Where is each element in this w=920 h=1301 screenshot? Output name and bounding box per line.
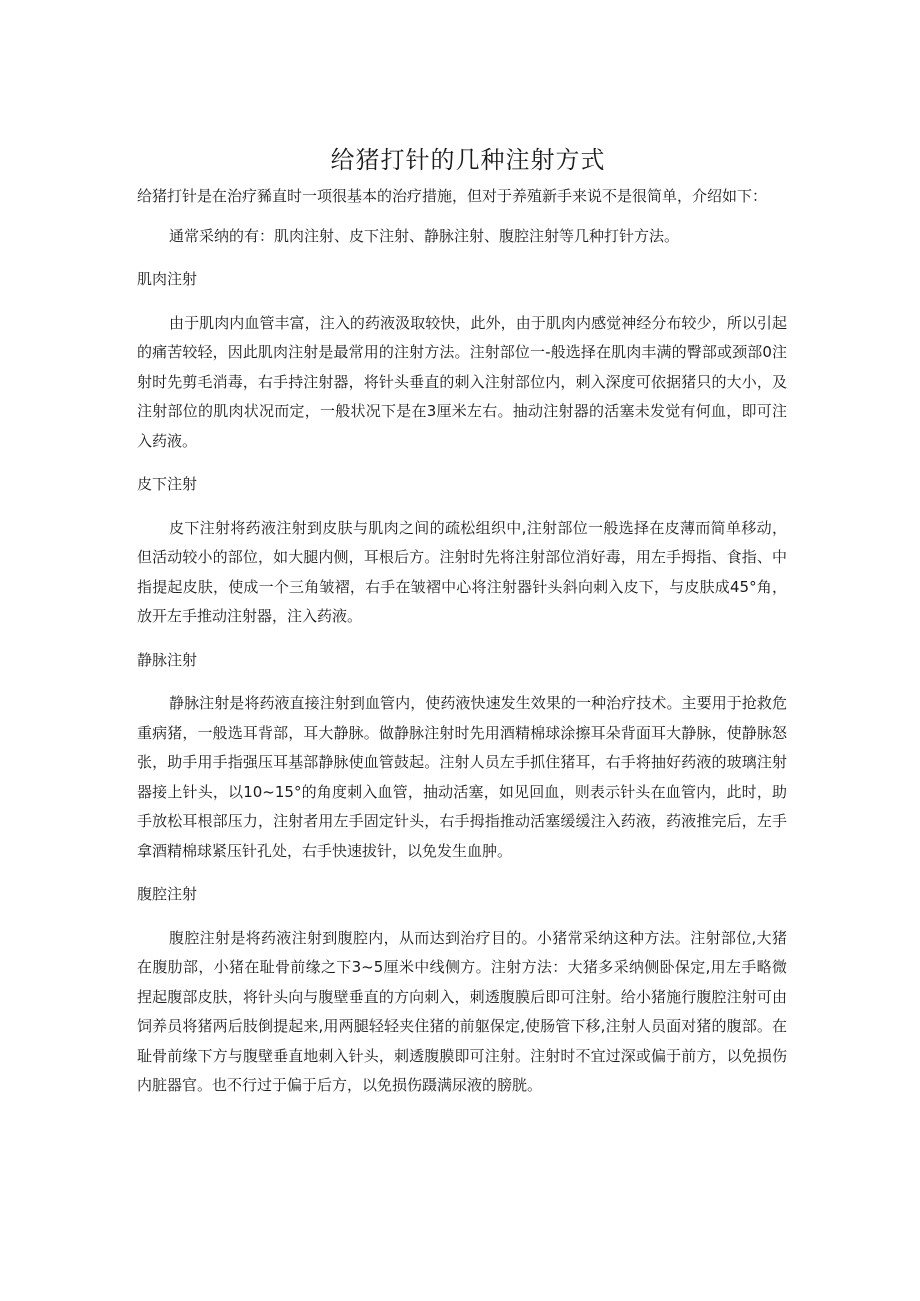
document-content — [137, 140, 787, 1115]
section-subcutaneous — [137, 470, 787, 632]
section-intravenous — [137, 646, 787, 867]
page-title: 给猪打针的几种注射方式 — [330, 146, 606, 174]
section-intramuscular — [137, 265, 787, 456]
section-intraperitoneal — [137, 880, 787, 1101]
section-body: 腹腔注射是将药液注射到腹腔内，从而达到治疗目的。小猪常采纳这种方法。注射部位,大猪在腹肋部，小猪在耻骨前缘之下3~5厘米中线侧方。注射方法：大猪多采纳侧卧保定,用左手略微捏起腹部皮肤，将针头向与腹壁垂直的方向刺入，刺透腹膜后即可注射。给小猪施行腹腔注射可由饲养员将猪两后肢倒提起来,用两腿轻轻夹住猪的前躯保定,使肠管下移,注射人员面对猪的腹部。在耻骨前缘下方与腹壁垂直地刺入针头，刺透腹膜即可注射。注射时不宜过深或偏于前方，以免损伤内脏器官。也不行过于偏于后方，以免损伤蹑满尿液的膀胱。 — [137, 928, 787, 1094]
summary-paragraph: 通常采纳的有：肌肉注射、皮下注射、静脉注射、腹腔注射等几种打针方法。 — [169, 226, 680, 245]
section-body: 由于肌肉内血管丰富，注入的药液汲取较快，此外，由于肌肉内感觉神经分布较少，所以引起的痛苦较轻，因此肌肉注射是最常用的注射方法。注射部位一-般选择在肌肉丰满的臀部或颈部0注射时先剪毛消毒，右手持注射器，将针头垂直的刺入注射部位内，刺入深度可依据猪只的大小，及注射部位的肌肉状况而定，一般状况下是在3厘米左右。抽动注射器的活塞未发觉有何血，即可注入药液。 — [137, 313, 787, 450]
section-heading: 肌肉注射 — [137, 270, 198, 288]
section-body: 静脉注射是将药液直接注射到血管内，使药液快速发生效果的一种治疗技术。主要用于抢救危重病猪，一般选耳背部，耳大静脉。做静脉注射时先用酒精棉球涂擦耳朵背面耳大静脉，使静脉怒张，助手用手指强压耳基部静脉使血管鼓起。注射人员左手抓住猪耳，右手将抽好药液的玻璃注射器接上针头，以10~15°的角度刺入血管，抽动活塞，如见回血，则表示针头在血管内，此时，助手放松耳根部压力，注射者用左手固定针头，右手拇指推动活塞缓缓注入药液，药液推完后，左手拿酒精棉球紧压针孔处，右手快速拔针，以免发生血肿。 — [137, 694, 787, 860]
intro-paragraph: 给猪打针是在治疗豨直时一项很基本的治疗措施，但对于养殖新手来说不是很简单，介绍如下： — [137, 187, 768, 205]
section-heading: 皮下注射 — [137, 475, 198, 493]
section-heading: 腹腔注射 — [137, 885, 198, 903]
section-heading: 静脉注射 — [137, 650, 198, 669]
section-body: 皮下注射将药液注射到皮肤与肌肉之间的疏松组织中,注射部位一般选择在皮薄而简单移动，但活动较小的部位，如大腿内侧，耳根后方。注射时先将注射部位消好毒，用左手拇指、食指、中指提起皮肤，使成一个三角皱褶，右手在皱褶中心将注射器针头斜向刺入皮下，与皮肤成45°角，放开左手推动注射器，注入药液。 — [137, 518, 787, 625]
